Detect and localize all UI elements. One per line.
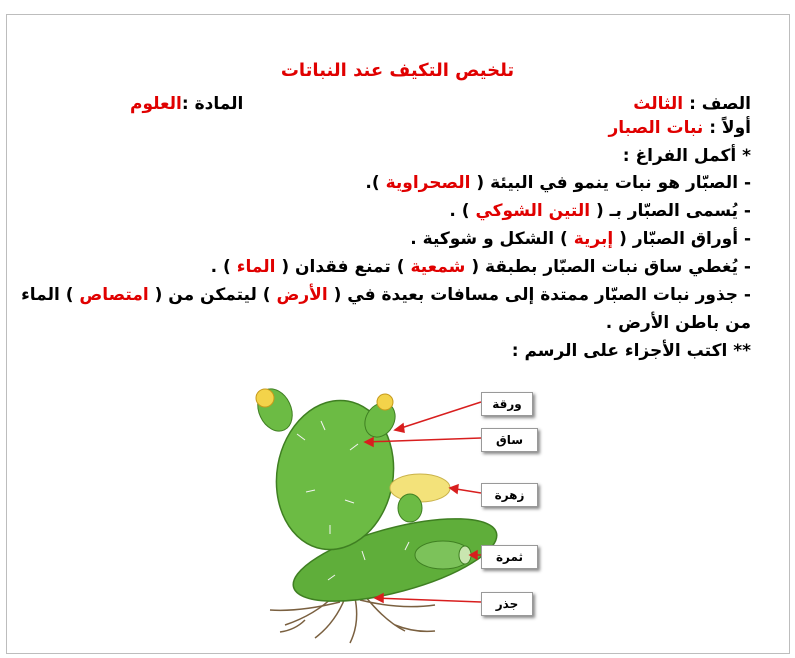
answer: الصحراوية [385, 173, 471, 193]
roots-icon [270, 595, 435, 643]
page-title: تلخيص التكيف عند النباتات [280, 60, 515, 81]
answer: التين الشوكي [475, 201, 591, 221]
label-root: جذر [481, 592, 533, 616]
line-text: - يُسمى الصبّار بـ ( [590, 201, 751, 221]
line-text: ) تمنع فقدان ( [275, 257, 411, 277]
label-stem: ساق [481, 428, 538, 452]
line-text: - يُغطي ساق نبات الصبّار بطبقة ( [465, 257, 751, 277]
line-text: ). [365, 173, 386, 193]
fill-line-2 [449, 201, 751, 221]
cactus-diagram [245, 380, 555, 650]
instruction: * أكمل الفراغ : [622, 146, 751, 166]
line-text: ) . [210, 257, 237, 277]
answer: شمعية [410, 257, 466, 277]
section-label: أولاً : [709, 118, 751, 138]
answer: إبرية [573, 229, 614, 249]
line-text: ) الشكل و شوكية . [410, 229, 574, 249]
line-text: ) . [449, 201, 476, 221]
diagram-instruction: ** اكتب الأجزاء على الرسم : [511, 341, 751, 361]
line-text: - جذور نبات الصبّار ممتدة إلى مسافات بعيدة في ( [327, 285, 751, 305]
label-flower: زهرة [481, 483, 538, 507]
line-text: ) ليتمكن من ( [148, 285, 277, 305]
grade-line [633, 94, 751, 114]
flower-icon [390, 474, 450, 502]
fill-line-3 [410, 229, 751, 249]
grade-label: الصف : [689, 94, 751, 114]
subject-label: المادة : [181, 94, 244, 114]
answer: الماء [236, 257, 276, 277]
fill-line-1 [365, 173, 751, 193]
line-text: - الصبّار هو نبات ينمو في البيئة ( [470, 173, 751, 193]
fill-line-5-cont: من باطن الأرض . [605, 313, 751, 333]
answer: الأرض [276, 285, 328, 305]
fill-line-4 [211, 257, 751, 277]
line-text: - أوراق الصبّار ( [613, 229, 751, 249]
line-text: ) الماء [21, 285, 80, 305]
fill-line-5 [21, 285, 751, 305]
section-value: نبات الصبار [608, 118, 704, 138]
label-leaf: ورقة [481, 392, 533, 416]
subject-line [130, 94, 243, 114]
grade-value: الثالث [633, 94, 684, 114]
section-heading [609, 118, 751, 138]
subject-value: العلوم [130, 94, 182, 114]
answer: امتصاص [79, 285, 149, 305]
label-fruit: ثمرة [481, 545, 538, 569]
